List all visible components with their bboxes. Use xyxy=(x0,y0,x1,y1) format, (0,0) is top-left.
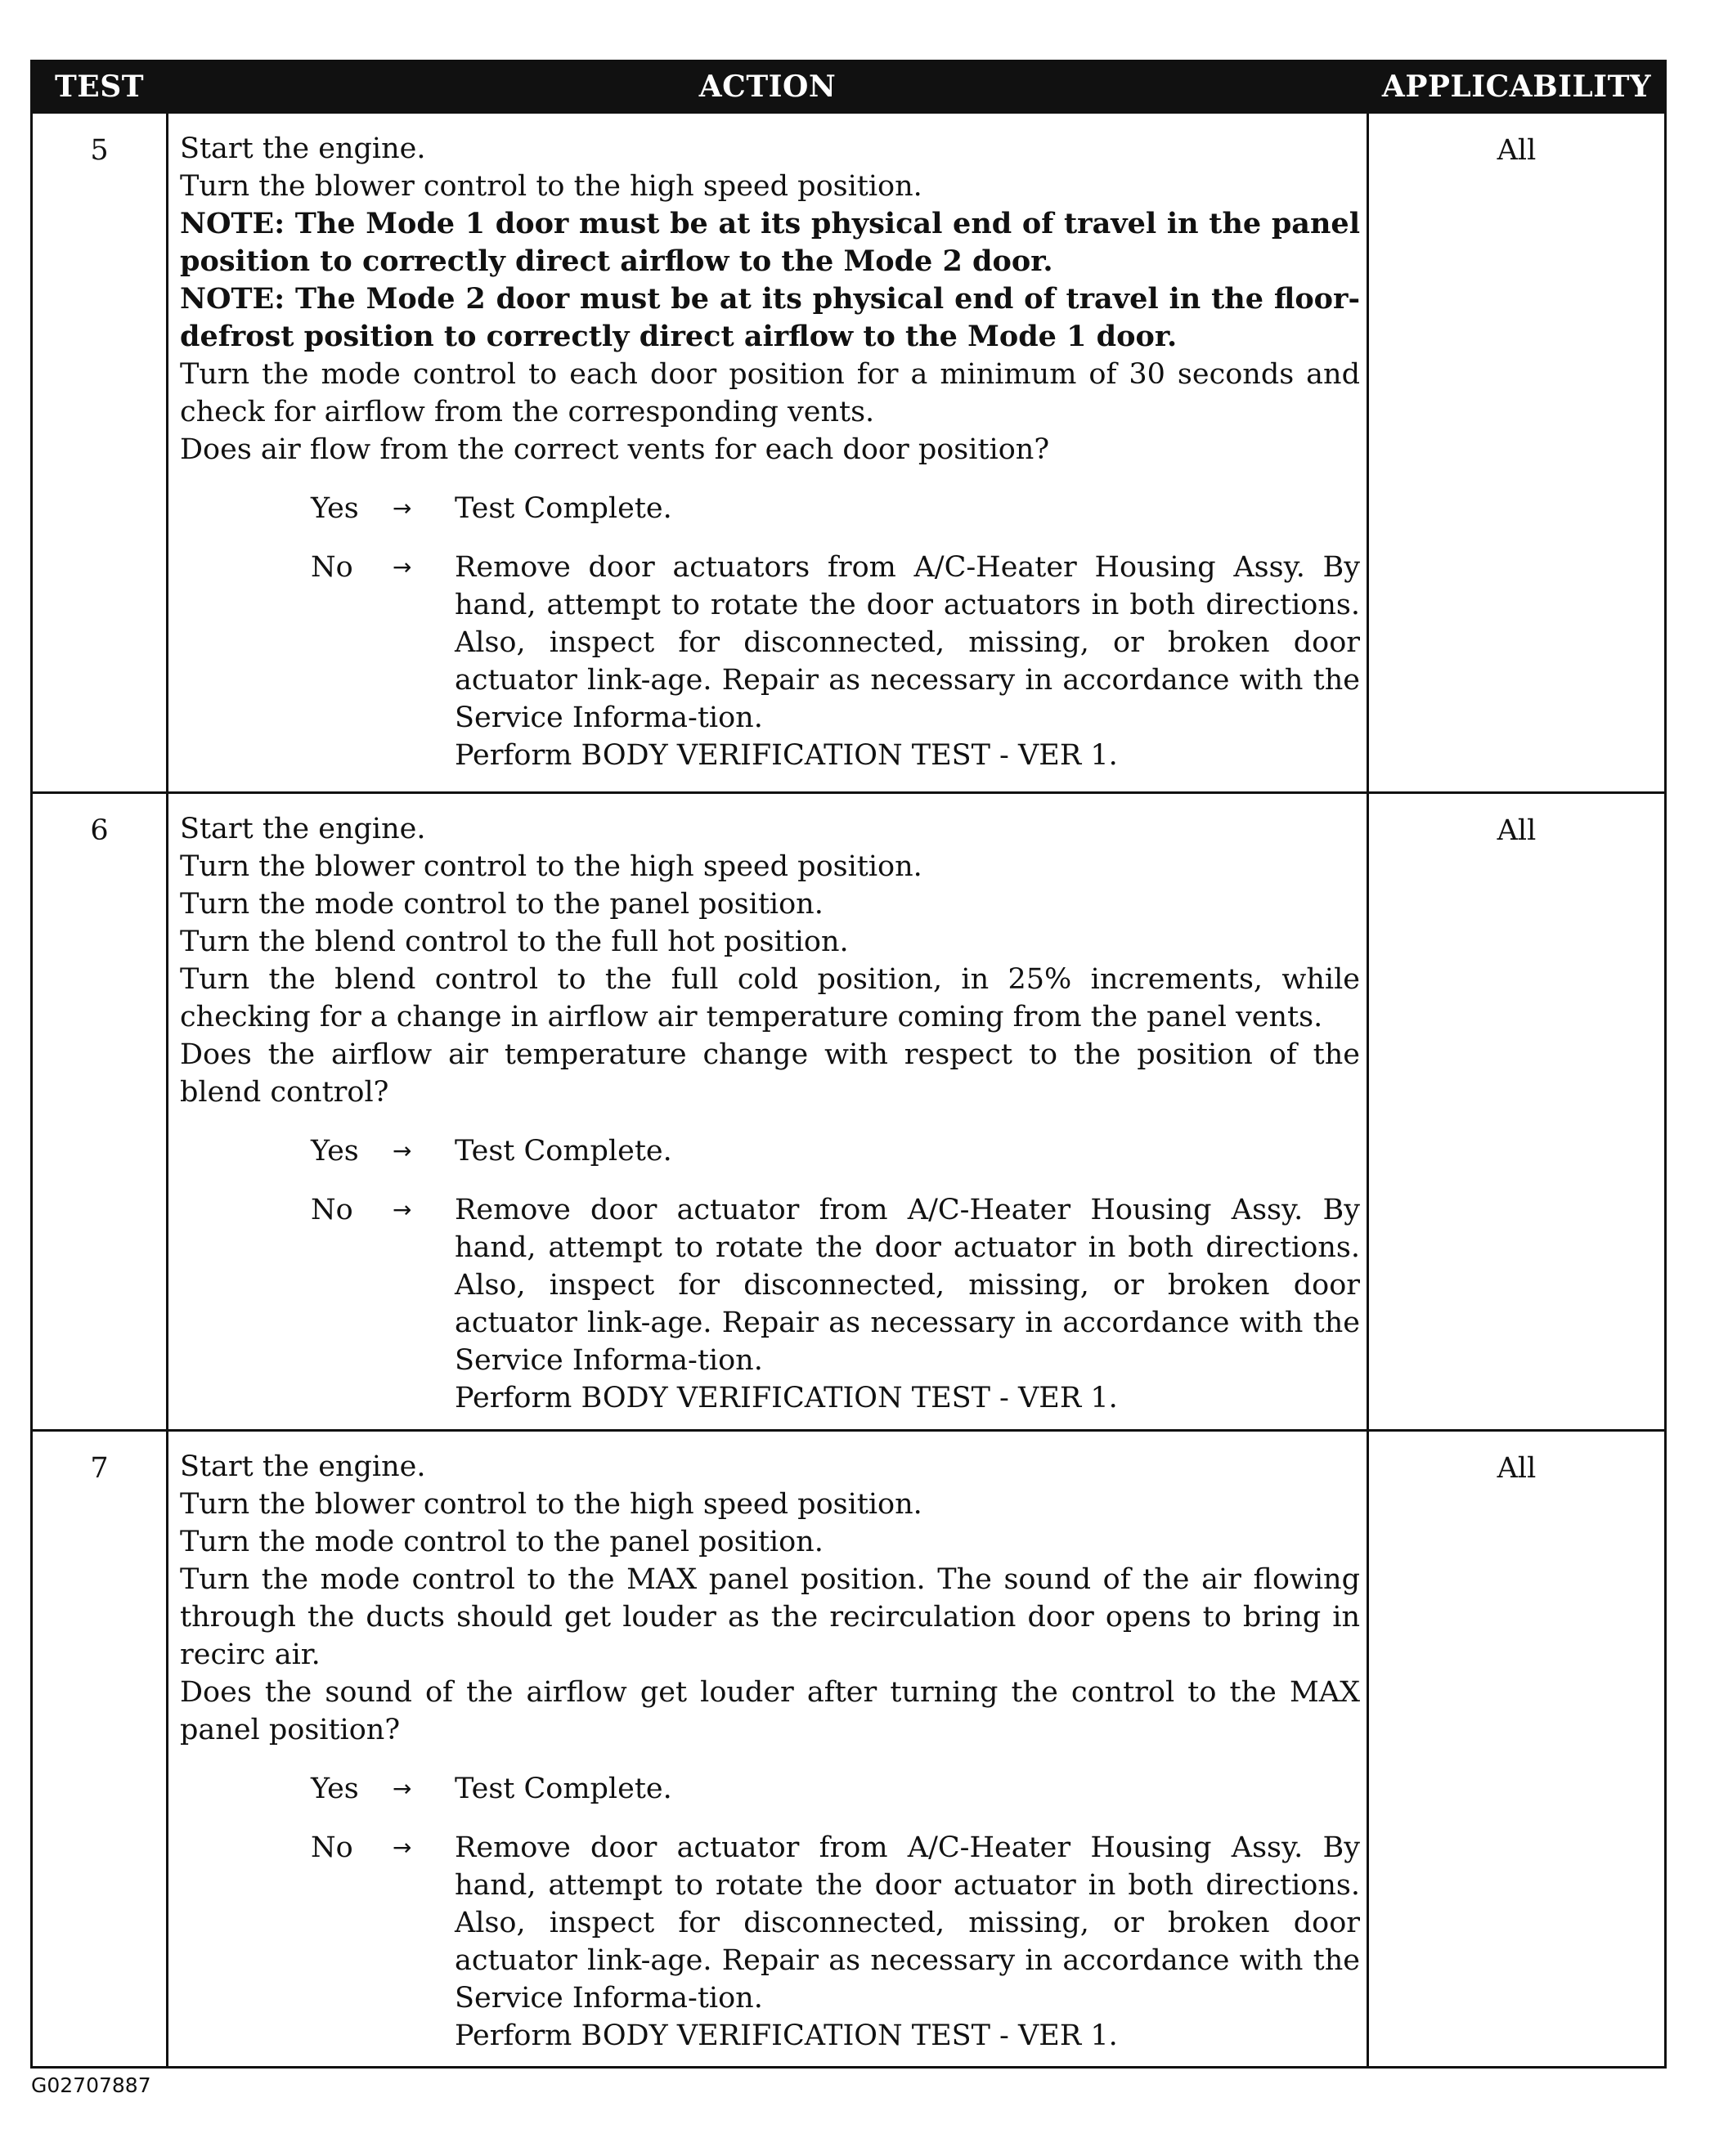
action-step: Turn the blower control to the high speed position. xyxy=(180,850,922,883)
table-row xyxy=(32,113,1666,793)
arrow-right-icon: → xyxy=(393,554,412,580)
action-step: Turn the mode control to the panel position. xyxy=(180,888,824,921)
result-yes xyxy=(180,1132,1360,1170)
answer-no-perform: Perform BODY VERIFICATION TEST - VER 1. xyxy=(455,1382,1118,1414)
result-yes xyxy=(180,1770,1360,1808)
action-step: Turn the blower control to the high speed position. xyxy=(180,1488,922,1521)
action-step: Turn the mode control to the panel position. xyxy=(180,1526,824,1558)
applicability-value: All xyxy=(1368,1431,1666,2068)
answer-yes-label: Yes xyxy=(311,1135,359,1168)
table-header-row xyxy=(32,61,1666,113)
answer-no-perform: Perform BODY VERIFICATION TEST - VER 1. xyxy=(455,739,1118,772)
table-row xyxy=(32,793,1666,1431)
answer-yes-outcome: Test Complete. xyxy=(455,492,672,525)
header-test: TEST xyxy=(32,61,168,113)
action-question: Does air flow from the correct vents for each door position? xyxy=(180,433,1050,466)
answer-no-label: No xyxy=(311,1194,353,1226)
arrow-right-icon: → xyxy=(393,1834,412,1861)
action-note: NOTE: The Mode 2 door must be at its physical end of travel in the floor-defrost position to correctly direct airflow to the Mode 1 door. xyxy=(180,282,1360,353)
answer-no-label: No xyxy=(311,1831,353,1864)
action-step: Turn the mode control to each door position for a minimum of 30 seconds and check for airflow from the corresponding vents. xyxy=(180,358,1360,428)
answer-no-outcome xyxy=(455,1829,1360,2055)
table-row xyxy=(32,1431,1666,2068)
arrow-right-icon: → xyxy=(393,1137,412,1164)
header-applicability: APPLICABILITY xyxy=(1368,61,1666,113)
answer-yes-label: Yes xyxy=(311,492,359,525)
arrow-right-icon: → xyxy=(393,1196,412,1223)
action-step: Turn the blower control to the high speed position. xyxy=(180,170,922,203)
action-question: Does the airflow air temperature change with respect to the position of the blend control? xyxy=(180,1038,1360,1109)
figure-id: G02707887 xyxy=(31,2073,151,2097)
answer-yes-label: Yes xyxy=(311,1773,359,1805)
result-no xyxy=(180,549,1360,774)
answer-no-description: Remove door actuator from A/C-Heater Housing Assy. By hand, attempt to rotate the door actuator in both directions. Also, inspect for disconnected, missing, or broken door actuator link-age. Repair as necessary in accordance with the Service Informa-tion. xyxy=(455,1831,1360,2015)
answer-no-outcome xyxy=(455,549,1360,774)
test-number: 6 xyxy=(32,793,168,1431)
diagnostic-test-table xyxy=(30,60,1667,2069)
test-number: 5 xyxy=(32,113,168,793)
answer-no-description: Remove door actuator from A/C-Heater Housing Assy. By hand, attempt to rotate the door actuator in both directions. Also, inspect for disconnected, missing, or broken door actuator link-age. Repair as necessary in accordance with the Service Informa-tion. xyxy=(455,1194,1360,1377)
result-yes xyxy=(180,490,1360,527)
result-no xyxy=(180,1829,1360,2055)
action-cell xyxy=(168,793,1368,1431)
answer-no-outcome xyxy=(455,1191,1360,1417)
action-step: Start the engine. xyxy=(180,1450,426,1483)
answer-no-description: Remove door actuators from A/C-Heater Housing Assy. By hand, attempt to rotate the door actuators in both directions. Also, inspect for disconnected, missing, or broken door actuator link-age. Repair as necessary in accordance with the Service Informa-tion. xyxy=(455,551,1360,734)
test-number: 7 xyxy=(32,1431,168,2068)
action-step: Start the engine. xyxy=(180,813,426,845)
action-cell xyxy=(168,1431,1368,2068)
answer-yes-outcome: Test Complete. xyxy=(455,1773,672,1805)
action-step: Turn the blend control to the full hot position. xyxy=(180,926,849,958)
answer-yes-outcome: Test Complete. xyxy=(455,1135,672,1168)
answer-no-label: No xyxy=(311,551,353,584)
arrow-right-icon: → xyxy=(393,1775,412,1802)
action-question: Does the sound of the airflow get louder after turning the control to the MAX panel position? xyxy=(180,1676,1360,1746)
header-action: ACTION xyxy=(168,61,1368,113)
applicability-value: All xyxy=(1368,113,1666,793)
applicability-value: All xyxy=(1368,793,1666,1431)
result-no xyxy=(180,1191,1360,1417)
action-step: Start the engine. xyxy=(180,132,426,165)
action-cell xyxy=(168,113,1368,793)
answer-no-perform: Perform BODY VERIFICATION TEST - VER 1. xyxy=(455,2019,1118,2052)
arrow-right-icon: → xyxy=(393,495,412,522)
action-step: Turn the mode control to the MAX panel position. The sound of the air flowing through the ducts should get louder as the recirculation door opens to bring in recirc air. xyxy=(180,1563,1360,1671)
action-step: Turn the blend control to the full cold position, in 25% increments, while checking for a change in airflow air temperature coming from the panel vents. xyxy=(180,963,1360,1033)
action-note: NOTE: The Mode 1 door must be at its physical end of travel in the panel position to correctly direct airflow to the Mode 2 door. xyxy=(180,207,1360,278)
